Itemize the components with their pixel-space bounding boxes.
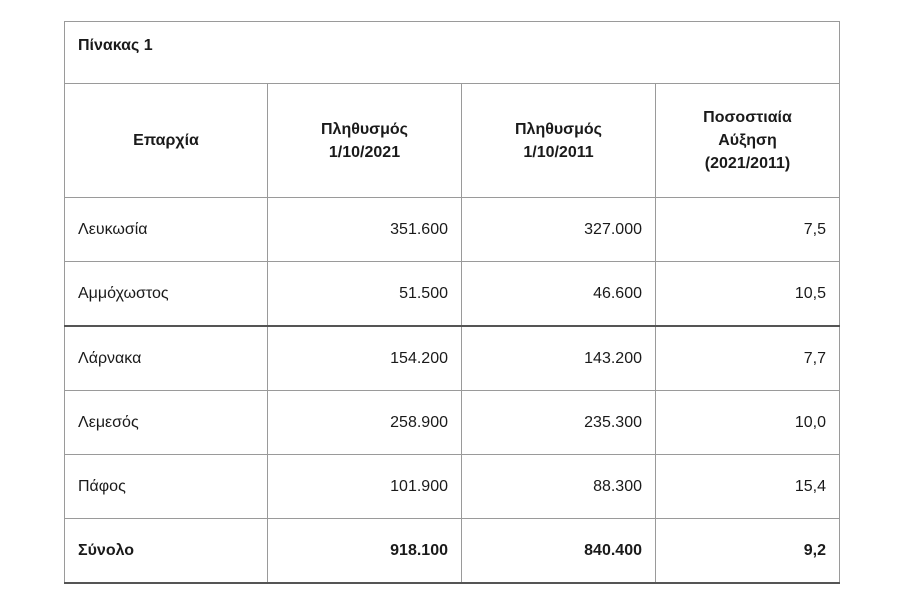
district-cell: Λεμεσός	[65, 391, 268, 455]
header-population-2021-line1: Πληθυσμός	[320, 120, 408, 138]
table-caption: Πίνακας 1	[65, 22, 840, 84]
total-percent-increase-cell: 9,2	[656, 519, 840, 584]
header-population-2021-line2: 1/10/2021	[328, 143, 401, 161]
table-row	[65, 326, 840, 391]
header-population-2021	[268, 84, 462, 198]
table-row	[65, 198, 840, 262]
table-row	[65, 455, 840, 519]
header-percent-increase-line3: (2021/2011)	[704, 155, 791, 172]
total-label-cell: Σύνολο	[65, 519, 268, 584]
district-cell: Λάρνακα	[65, 326, 268, 391]
total-population-2021-cell: 918.100	[268, 519, 462, 584]
percent-increase-cell: 7,7	[656, 326, 840, 391]
header-population-2011-line2: 1/10/2011	[523, 143, 594, 161]
header-population-2011	[462, 84, 656, 198]
header-percent-increase-line1: Ποσοστιαία	[703, 109, 792, 126]
population-2011-cell: 143.200	[462, 326, 656, 391]
percent-increase-cell: 15,4	[656, 455, 840, 519]
header-district: Επαρχία	[65, 84, 268, 198]
total-population-2011-cell: 840.400	[462, 519, 656, 584]
population-2011-cell: 88.300	[462, 455, 656, 519]
district-cell: Αμμόχωστος	[65, 262, 268, 327]
population-2011-cell: 327.000	[462, 198, 656, 262]
caption-row	[65, 22, 840, 84]
header-percent-increase-line2: Αύξηση	[718, 132, 777, 149]
district-cell: Λευκωσία	[65, 198, 268, 262]
header-percent-increase	[656, 84, 840, 198]
population-2021-cell: 101.900	[268, 455, 462, 519]
table-row	[65, 391, 840, 455]
population-2021-cell: 351.600	[268, 198, 462, 262]
district-cell: Πάφος	[65, 455, 268, 519]
percent-increase-cell: 10,5	[656, 262, 840, 327]
percent-increase-cell: 10,0	[656, 391, 840, 455]
population-2011-cell: 46.600	[462, 262, 656, 327]
table-row	[65, 262, 840, 327]
header-population-2011-line1: Πληθυσμός	[514, 120, 602, 138]
population-table-container	[64, 21, 839, 584]
population-2021-cell: 154.200	[268, 326, 462, 391]
population-2021-cell: 258.900	[268, 391, 462, 455]
header-row	[65, 84, 840, 198]
percent-increase-cell: 7,5	[656, 198, 840, 262]
population-2011-cell: 235.300	[462, 391, 656, 455]
total-row	[65, 519, 840, 584]
population-2021-cell: 51.500	[268, 262, 462, 327]
population-table	[64, 21, 840, 584]
